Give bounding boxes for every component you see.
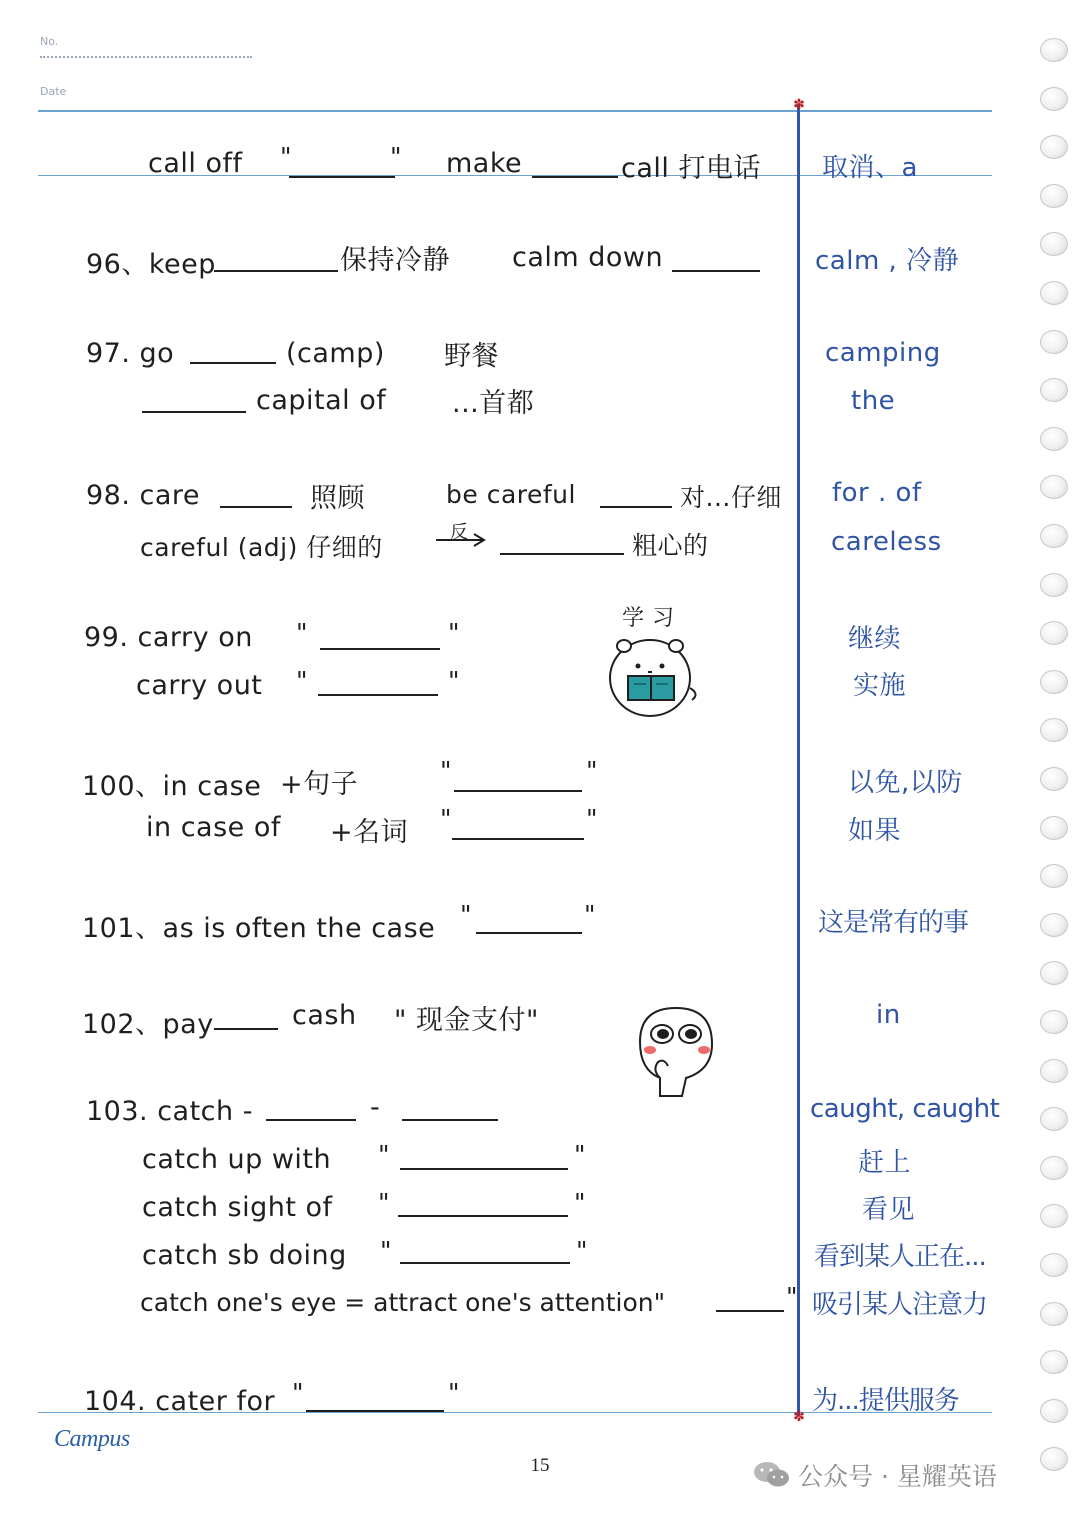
watermark-text: 公众号 · 星耀英语 <box>798 1462 997 1491</box>
blank <box>452 838 584 840</box>
quote-mark: " <box>448 1378 460 1407</box>
answer-103c: 看见 <box>862 1195 916 1225</box>
binding-hole <box>1040 281 1068 305</box>
knot-top-icon: ✽ <box>793 97 805 113</box>
item-103-catch-up: catch up with <box>142 1144 332 1175</box>
quote-mark: " <box>576 1236 588 1265</box>
item-98-careful: careful (adj) 仔细的 <box>140 533 383 562</box>
binding-hole <box>1040 1010 1068 1034</box>
binding-hole <box>1040 378 1068 402</box>
blank <box>220 506 292 508</box>
item-100-case-of: in case of <box>146 812 281 843</box>
binding-hole <box>1040 718 1068 742</box>
binding-hole <box>1040 1107 1068 1131</box>
binding-hole <box>1040 1399 1068 1423</box>
answer-102: in <box>876 1000 901 1030</box>
binding-hole <box>1040 38 1068 62</box>
answer-101: 这是常有的事 <box>818 908 969 938</box>
item-97-capital: capital of <box>256 385 387 416</box>
answer-100b: 如果 <box>848 816 902 846</box>
quote-mark: " <box>460 900 472 929</box>
blank <box>318 694 438 696</box>
binding-hole <box>1040 1350 1068 1374</box>
arrow-icon <box>434 532 488 548</box>
binding-hole <box>1040 135 1068 159</box>
binding-hole <box>1040 1156 1068 1180</box>
answer-99a: 继续 <box>848 624 902 654</box>
binding-hole <box>1040 573 1068 597</box>
item-103-catch-eye: catch one's eye = attract one's attention" <box>140 1288 666 1317</box>
margin-line <box>797 104 800 1416</box>
blank <box>214 1028 278 1030</box>
no-dotted-line <box>40 56 252 58</box>
blank <box>600 506 672 508</box>
blank <box>400 1262 570 1264</box>
item-102-cash: cash <box>292 1000 357 1031</box>
answer-103d: 看到某人正在... <box>814 1242 986 1272</box>
binding-hole <box>1040 87 1068 111</box>
no-label: No. <box>40 35 59 48</box>
quote-mark: " <box>378 1188 390 1217</box>
quote-mark: " <box>296 618 308 647</box>
item-96-cn: 保持冷静 <box>340 245 450 276</box>
blank <box>400 1168 568 1170</box>
item-98-antonym-label: 反 <box>450 522 468 543</box>
quote-mark: " <box>586 756 598 785</box>
quote-mark: " <box>786 1282 798 1311</box>
quote-mark: " <box>440 804 452 833</box>
item-99-carry-out: carry out <box>136 670 263 701</box>
answer-100a: 以免,以防 <box>848 768 963 798</box>
item-100-plus-noun: +名词 <box>330 817 409 848</box>
answer-97b: the <box>851 386 896 416</box>
item-103-label: 103. catch - <box>86 1096 253 1127</box>
item-98-be-careful: be careful <box>446 480 576 509</box>
binding-hole <box>1040 427 1068 451</box>
item-97-label: 97. go <box>86 338 175 369</box>
blank <box>214 270 338 272</box>
study-label: 学 习 <box>622 606 675 631</box>
top-rule <box>38 110 992 112</box>
binding-hole <box>1040 1302 1068 1326</box>
binding-hole <box>1040 816 1068 840</box>
item-96-label: 96、keep <box>86 249 216 280</box>
blank <box>716 1310 784 1312</box>
binding-hole <box>1040 1059 1068 1083</box>
thinking-face-icon <box>630 1000 722 1100</box>
answer-98b: careless <box>831 527 942 557</box>
item-101-label: 101、as is often the case <box>82 913 436 944</box>
item-97-camp: (camp) <box>286 338 385 369</box>
binding-hole <box>1040 767 1068 791</box>
dash: - <box>370 1092 381 1123</box>
answer-103a: caught, caught <box>810 1094 1000 1124</box>
answer-99b: 实施 <box>853 671 907 701</box>
blank <box>672 270 760 272</box>
item-98-cn: 照顾 <box>310 483 365 514</box>
item-96-calm-down: calm down <box>512 242 664 273</box>
item-102-cn: " 现金支付" <box>394 1005 539 1036</box>
item-100-label: 100、in case <box>82 771 262 802</box>
quote-mark: " <box>390 142 402 171</box>
line95-call-phone: call 打电话 <box>621 153 761 184</box>
item-99-label: 99. carry on <box>84 622 253 653</box>
binding-hole <box>1040 961 1068 985</box>
hamster-reading-icon <box>602 630 706 720</box>
brand-logo: Campus <box>54 1426 130 1452</box>
item-102-label: 102、pay <box>82 1009 214 1040</box>
blank <box>500 553 624 555</box>
answer-96: calm , 冷静 <box>815 246 960 276</box>
wechat-icon <box>752 1459 792 1489</box>
item-104-label: 104. cater for <box>84 1386 276 1417</box>
blank <box>476 932 582 934</box>
quote-mark: " <box>296 666 308 695</box>
item-97-cn2: ...首都 <box>452 388 535 419</box>
item-103-catch-sight: catch sight of <box>142 1192 333 1223</box>
knot-bottom-icon: ✽ <box>793 1409 805 1425</box>
binding-hole <box>1040 1204 1068 1228</box>
answer-98a: for . of <box>832 478 922 508</box>
answer-97a: camping <box>825 338 941 368</box>
answer-103b: 赶上 <box>858 1148 912 1178</box>
blank <box>289 176 395 178</box>
date-label: Date <box>40 85 67 98</box>
binding-hole <box>1040 1447 1068 1471</box>
item-98-cn3: 粗心的 <box>632 531 709 560</box>
blank <box>320 648 440 650</box>
answer-103e: 吸引某人注意力 <box>812 1290 988 1320</box>
binding-hole <box>1040 330 1068 354</box>
quote-mark: " <box>280 142 292 171</box>
quote-mark: " <box>448 666 460 695</box>
quote-mark: " <box>448 618 460 647</box>
quote-mark: " <box>292 1378 304 1407</box>
binding-hole <box>1040 232 1068 256</box>
binding-hole <box>1040 670 1068 694</box>
quote-mark: " <box>574 1188 586 1217</box>
quote-mark: " <box>584 900 596 929</box>
blank <box>398 1215 568 1217</box>
binding-hole <box>1040 913 1068 937</box>
quote-mark: " <box>378 1140 390 1169</box>
line95-make: make <box>446 148 523 179</box>
item-97-cn: 野餐 <box>444 341 499 372</box>
binding-hole <box>1040 864 1068 888</box>
binding-hole <box>1040 621 1068 645</box>
binding-hole <box>1040 184 1068 208</box>
page-number: 15 <box>530 1455 550 1476</box>
binding-hole <box>1040 524 1068 548</box>
item-98-cn2: 对...仔细 <box>680 483 782 512</box>
answer-95: 取消、a <box>822 153 918 183</box>
quote-mark: " <box>586 804 598 833</box>
blank <box>142 411 246 413</box>
blank <box>190 362 276 364</box>
blank <box>402 1119 498 1121</box>
quote-mark: " <box>440 756 452 785</box>
quote-mark: " <box>380 1236 392 1265</box>
binding-hole <box>1040 1253 1068 1277</box>
blank <box>454 790 582 792</box>
item-103-catch-sb: catch sb doing <box>142 1240 347 1271</box>
binding-hole <box>1040 475 1068 499</box>
item-100-plus-sentence: +句子 <box>280 769 359 800</box>
answer-104: 为...提供服务 <box>812 1386 959 1416</box>
blank <box>532 176 618 178</box>
blank <box>306 1410 444 1412</box>
blank <box>266 1119 356 1121</box>
item-98-label: 98. care <box>86 480 201 511</box>
line95-call-off: call off <box>148 148 243 179</box>
quote-mark: " <box>574 1140 586 1169</box>
